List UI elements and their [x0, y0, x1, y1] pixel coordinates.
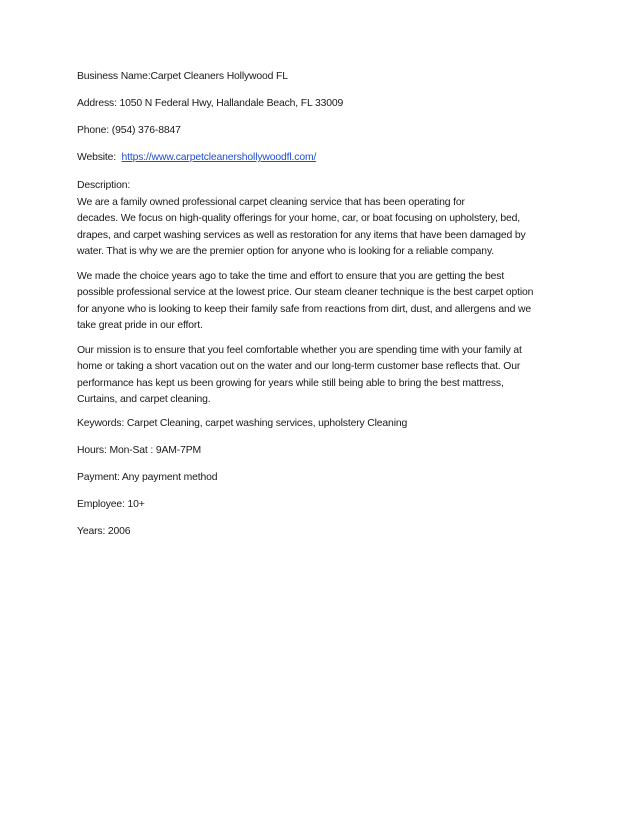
website-link[interactable]: https://www.carpetcleanershollywoodfl.com/ — [121, 152, 317, 163]
phone: Phone: (954) 376-8847 — [77, 125, 181, 136]
choice-line-4: take great pride in our effort. — [77, 320, 203, 331]
mission-line-4: Curtains, and carpet cleaning. — [77, 394, 211, 405]
payment: Payment: Any payment method — [77, 471, 218, 483]
business-name: Business Name:Carpet Cleaners Hollywood FL — [77, 71, 288, 82]
hours: Hours: Mon-Sat : 9AM-7PM — [77, 444, 202, 456]
mission-line-1: Our mission is to ensure that you feel comfortable whether you are spending time with your family at — [77, 344, 522, 356]
description-line-1: Description: We are a family owned professional carpet cleaning service that has been operating for — [77, 180, 465, 208]
website-label: Website: — [77, 152, 117, 163]
mission-line-2: home or taking a short vacation out on the water and our long-term customer base reflects that. Our — [77, 361, 521, 372]
mission-line-3: performance has kept us been growing for years while still being able to bring the best mattress, — [77, 377, 504, 389]
description-line-3: drapes, and carpet washing services as well as restoration for any items that have been damaged by — [77, 229, 526, 241]
choice-line-3: for anyone who is looking to keep their family safe from reactions from dirt, dust, and allergens and we — [77, 303, 531, 315]
description-line-2: decades. We focus on high-quality offerings for your home, car, or boat focusing on upholstery, bed, — [77, 213, 521, 224]
choice-line-1: We made the choice years ago to take the time and effort to ensure that you are getting the best — [77, 270, 505, 282]
description-paragraph — [77, 178, 561, 261]
description-line-4: water. That is why we are the premier option for anyone who is looking for a reliable company. — [77, 246, 494, 257]
choice-line-2: possible professional service at the lowest price. Our steam cleaner technique is the best carpet option — [77, 287, 534, 298]
years: Years: 2006 — [77, 525, 131, 537]
description-label: Description: — [77, 180, 131, 191]
address: Address: 1050 N Federal Hwy, Hallandale Beach, FL 33009 — [77, 98, 344, 109]
keywords: Keywords: Carpet Cleaning, carpet washing services, upholstery Cleaning — [77, 417, 408, 429]
employee: Employee: 10+ — [77, 498, 145, 510]
choice-paragraph — [77, 269, 561, 335]
mission-paragraph — [77, 343, 561, 409]
website-line — [77, 151, 568, 164]
